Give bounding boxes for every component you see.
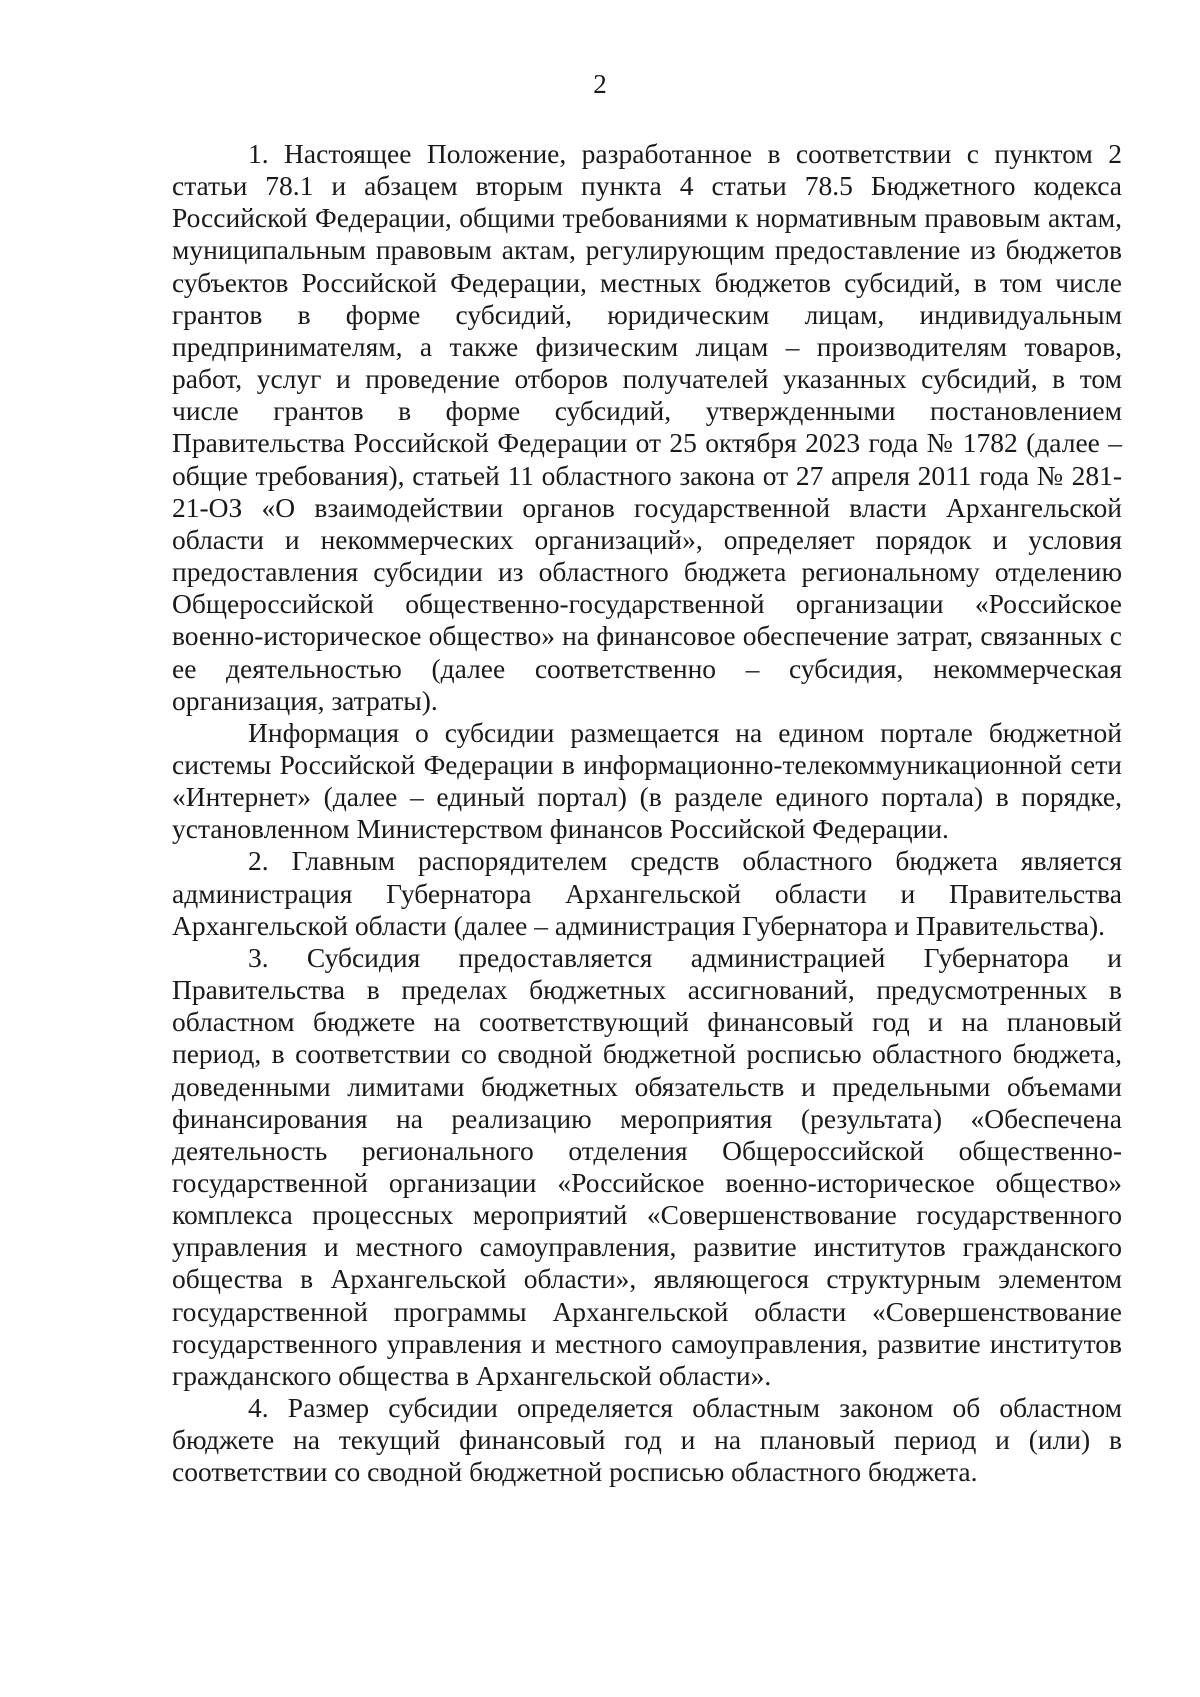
paragraph-subsidy-information: Информация о субсидии размещается на едином портале бюджетной системы Российской Федерации в информационно-телекоммуникационной сети «Интернет» (далее – единый портал) (в разделе единого портала) в порядке, установленном Министерством финансов Российской Федерации. (172, 716, 1122, 845)
paragraph-2-chief-administrator: 2. Главным распорядителем средств областного бюджета является администрация Губернатора Архангельской области и Правительства Архангельской области (далее – администрация Губернатора и Правительства). (172, 845, 1122, 941)
page-number: 2 (593, 69, 607, 99)
document-body (172, 138, 1122, 1489)
paragraph-1-purpose: 1. Настоящее Положение, разработанное в соответствии с пунктом 2 статьи 78.1 и абзацем вторым пункта 4 статьи 78.5 Бюджетного кодекса Российской Федерации, общими требованиями к нормативным правовым актам, муниципальным правовым актам, регулирующим предоставление из бюджетов субъектов Российской Федерации, местных бюджетов субсидий, в том числе грантов в форме субсидий, юридическим лицам, индивидуальным предпринимателям, а также физическим лицам – производителям товаров, работ, услуг и проведение отборов получателей указанных субсидий, в том числе грантов в форме субсидий, утвержденными постановлением Правительства Российской Федерации от 25 октября 2023 года № 1782 (далее – общие требования), статьей 11 областного закона от 27 апреля 2011 года № 281-21-ОЗ «О взаимодействии органов государственной власти Архангельской области и некоммерческих организаций», определяет порядок и условия предоставления субсидии из областного бюджета региональному отделению Общероссийской общественно-государственной организации «Российское военно-историческое общество» на финансовое обеспечение затрат, связанных с ее деятельностью (далее соответственно – субсидия, некоммерческая организация, затраты). (172, 138, 1122, 716)
paragraph-4-subsidy-amount: 4. Размер субсидии определяется областным законом об областном бюджете на текущий финансовый год и на плановый период и (или) в соответствии со сводной бюджетной росписью областного бюджета. (172, 1392, 1122, 1488)
paragraph-3-subsidy-provision: 3. Субсидия предоставляется администрацией Губернатора и Правительства в пределах бюджетных ассигнований, предусмотренных в областном бюджете на соответствующий финансовый год и на плановый период, в соответствии со сводной бюджетной росписью областного бюджета, доведенными лимитами бюджетных обязательств и предельными объемами финансирования на реализацию мероприятия (результата) «Обеспечена деятельность регионального отделения Общероссийской общественно-государственной организации «Российское военно-историческое общество» комплекса процессных мероприятий «Совершенствование государственного управления и местного самоуправления, развитие институтов гражданского общества в Архангельской области», являющегося структурным элементом государственной программы Архангельской области «Совершенствование государственного управления и местного самоуправления, развитие институтов гражданского общества в Архангельской области». (172, 941, 1122, 1391)
